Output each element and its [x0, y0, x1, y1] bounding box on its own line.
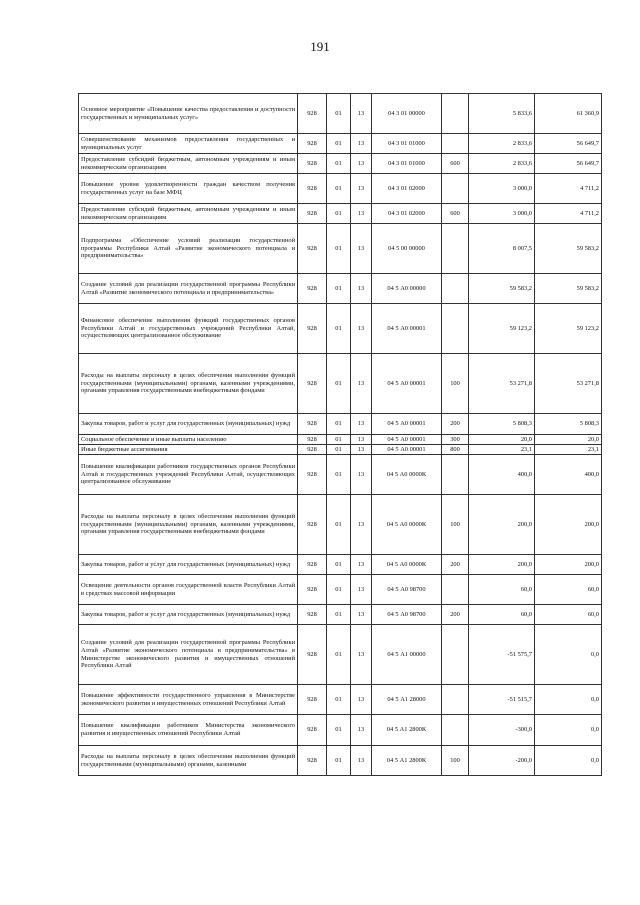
- amount-1: 20,0: [469, 435, 535, 445]
- amount-1: 3 000,0: [469, 204, 535, 224]
- section-code: 01: [327, 154, 351, 174]
- row-name: Расходы на выплаты персоналу в целях обеспечения выполнения функций государственными (муниципальными) органами, казенными: [79, 746, 298, 776]
- subsection-code: 13: [351, 495, 372, 555]
- table-row: [79, 414, 602, 435]
- section-code: 01: [327, 94, 351, 134]
- subsection-code: 13: [351, 605, 372, 625]
- amount-2: 4 711,2: [535, 204, 602, 224]
- table-row: [79, 445, 602, 455]
- target-article-code: 04 3 01 01000: [372, 154, 442, 174]
- target-article-code: 04 3 01 02000: [372, 204, 442, 224]
- amount-2: 60,0: [535, 575, 602, 605]
- table-row: [79, 495, 602, 555]
- section-code: 01: [327, 445, 351, 455]
- section-code: 01: [327, 746, 351, 776]
- target-article-code: 04 5 А0 00001: [372, 435, 442, 445]
- amount-1: 2 833,6: [469, 154, 535, 174]
- subsection-code: 13: [351, 224, 372, 274]
- table-row: [79, 605, 602, 625]
- section-code: 01: [327, 224, 351, 274]
- subsection-code: 13: [351, 435, 372, 445]
- table-row: [79, 555, 602, 575]
- row-name: Освещение деятельности органов государственной власти Республики Алтай в средствах массовой информации: [79, 575, 298, 605]
- table-row: [79, 154, 602, 174]
- section-code: 01: [327, 715, 351, 746]
- target-article-code: 04 5 А0 0000К: [372, 495, 442, 555]
- amount-1: 5 833,6: [469, 94, 535, 134]
- amount-2: 23,1: [535, 445, 602, 455]
- amount-1: 200,0: [469, 495, 535, 555]
- row-name: Закупка товаров, работ и услуг для государственных (муниципальных) нужд: [79, 555, 298, 575]
- target-article-code: 04 5 А0 00001: [372, 304, 442, 354]
- expense-type-code: 600: [442, 154, 469, 174]
- grbs-code: 928: [298, 224, 327, 274]
- subsection-code: 13: [351, 414, 372, 435]
- subsection-code: 13: [351, 746, 372, 776]
- subsection-code: 13: [351, 174, 372, 204]
- amount-2: 0,0: [535, 715, 602, 746]
- expense-type-code: [442, 685, 469, 715]
- grbs-code: 928: [298, 605, 327, 625]
- section-code: 01: [327, 625, 351, 685]
- amount-1: -300,0: [469, 715, 535, 746]
- target-article-code: 04 5 А0 00001: [372, 354, 442, 414]
- row-name: Повышение квалификации работников Министерства экономического развития и имущественных отношений Республики Алтай: [79, 715, 298, 746]
- section-code: 01: [327, 274, 351, 304]
- grbs-code: 928: [298, 274, 327, 304]
- table-row: [79, 354, 602, 414]
- section-code: 01: [327, 204, 351, 224]
- expense-type-code: [442, 575, 469, 605]
- subsection-code: 13: [351, 455, 372, 495]
- subsection-code: 13: [351, 685, 372, 715]
- row-name: Создание условий для реализации государственной программы Республики Алтай «Развитие экономического потенциала и предпринимательства»: [79, 274, 298, 304]
- amount-2: 56 649,7: [535, 154, 602, 174]
- table-row: [79, 134, 602, 154]
- row-name: Создание условий для реализации государственной программы Республики Алтай «Развитие экономического потенциала и предпринимательства» в Министерстве экономического развития и имущественных отношений Республики Алтай: [79, 625, 298, 685]
- amount-2: 59 583,2: [535, 274, 602, 304]
- grbs-code: 928: [298, 304, 327, 354]
- amount-1: 60,0: [469, 605, 535, 625]
- table-row: [79, 625, 602, 685]
- row-name: Предоставление субсидий бюджетным, автономным учреждениям и иным некоммерческим организациям: [79, 204, 298, 224]
- section-code: 01: [327, 354, 351, 414]
- amount-1: -51 515,7: [469, 685, 535, 715]
- amount-1: 53 271,8: [469, 354, 535, 414]
- row-name: Иные бюджетные ассигнования: [79, 445, 298, 455]
- section-code: 01: [327, 174, 351, 204]
- target-article-code: 04 5 А0 0000К: [372, 455, 442, 495]
- target-article-code: 04 5 А1 2800К: [372, 746, 442, 776]
- section-code: 01: [327, 575, 351, 605]
- table-row: [79, 204, 602, 224]
- target-article-code: 04 3 01 00000: [372, 94, 442, 134]
- amount-1: 60,0: [469, 575, 535, 605]
- grbs-code: 928: [298, 555, 327, 575]
- row-name: Закупка товаров, работ и услуг для государственных (муниципальных) нужд: [79, 605, 298, 625]
- amount-1: 59 123,2: [469, 304, 535, 354]
- amount-2: 60,0: [535, 605, 602, 625]
- grbs-code: 928: [298, 414, 327, 435]
- subsection-code: 13: [351, 154, 372, 174]
- table-body: [79, 94, 602, 776]
- target-article-code: 04 5 А1 2800К: [372, 715, 442, 746]
- expense-type-code: [442, 174, 469, 204]
- amount-1: 59 583,2: [469, 274, 535, 304]
- amount-2: 61 360,9: [535, 94, 602, 134]
- grbs-code: 928: [298, 154, 327, 174]
- grbs-code: 928: [298, 134, 327, 154]
- grbs-code: 928: [298, 354, 327, 414]
- amount-2: 5 808,3: [535, 414, 602, 435]
- grbs-code: 928: [298, 435, 327, 445]
- section-code: 01: [327, 555, 351, 575]
- grbs-code: 928: [298, 746, 327, 776]
- amount-1: 2 833,6: [469, 134, 535, 154]
- amount-2: 0,0: [535, 625, 602, 685]
- amount-1: 23,1: [469, 445, 535, 455]
- target-article-code: 04 5 А0 98700: [372, 605, 442, 625]
- page-number: 191: [310, 39, 330, 54]
- grbs-code: 928: [298, 174, 327, 204]
- section-code: 01: [327, 304, 351, 354]
- expense-type-code: [442, 455, 469, 495]
- amount-2: 200,0: [535, 555, 602, 575]
- amount-2: 56 649,7: [535, 134, 602, 154]
- section-code: 01: [327, 134, 351, 154]
- subsection-code: 13: [351, 94, 372, 134]
- section-code: 01: [327, 455, 351, 495]
- expense-type-code: [442, 94, 469, 134]
- budget-table: [78, 93, 602, 776]
- target-article-code: 04 5 А1 28000: [372, 685, 442, 715]
- amount-1: -51 575,7: [469, 625, 535, 685]
- section-code: 01: [327, 435, 351, 445]
- target-article-code: 04 5 А0 0000К: [372, 555, 442, 575]
- expense-type-code: 100: [442, 495, 469, 555]
- expense-type-code: [442, 625, 469, 685]
- expense-type-code: 100: [442, 354, 469, 414]
- target-article-code: 04 5 А1 00000: [372, 625, 442, 685]
- expense-type-code: [442, 134, 469, 154]
- table-row: [79, 746, 602, 776]
- target-article-code: 04 3 01 01000: [372, 134, 442, 154]
- expense-type-code: 200: [442, 605, 469, 625]
- table-row: [79, 174, 602, 204]
- row-name: Социальное обеспечение и иные выплаты населению: [79, 435, 298, 445]
- row-name: Расходы на выплаты персоналу в целях обеспечения выполнения функций государственными (муниципальными) органами, казенными учреждениями, органами управления государственными внебюджетными фондами: [79, 354, 298, 414]
- expense-type-code: [442, 224, 469, 274]
- row-name: Закупка товаров, работ и услуг для государственных (муниципальных) нужд: [79, 414, 298, 435]
- expense-type-code: 300: [442, 435, 469, 445]
- target-article-code: 04 5 А0 00001: [372, 414, 442, 435]
- amount-1: 400,0: [469, 455, 535, 495]
- expense-type-code: 200: [442, 414, 469, 435]
- expense-type-code: [442, 715, 469, 746]
- subsection-code: 13: [351, 274, 372, 304]
- subsection-code: 13: [351, 134, 372, 154]
- table-row: [79, 455, 602, 495]
- row-name: Подпрограмма «Обеспечение условий реализации государственной программы Республики Алтай «Развитие экономического потенциала и предпринимательства»: [79, 224, 298, 274]
- amount-1: 8 007,5: [469, 224, 535, 274]
- amount-2: 0,0: [535, 685, 602, 715]
- amount-2: 200,0: [535, 495, 602, 555]
- grbs-code: 928: [298, 685, 327, 715]
- subsection-code: 13: [351, 575, 372, 605]
- row-name: Расходы на выплаты персоналу в целях обеспечения выполнения функций государственными (муниципальными) органами, казенными учреждениями, органами управления государственными внебюджетными фондами: [79, 495, 298, 555]
- subsection-code: 13: [351, 304, 372, 354]
- table-row: [79, 715, 602, 746]
- amount-1: 3 000,0: [469, 174, 535, 204]
- subsection-code: 13: [351, 555, 372, 575]
- amount-2: 4 711,2: [535, 174, 602, 204]
- row-name: Финансовое обеспечение выполнения функций государственных органов Республики Алтай и государственных учреждений Республики Алтай, осуществляющих централизованное обслуживание: [79, 304, 298, 354]
- amount-2: 400,0: [535, 455, 602, 495]
- section-code: 01: [327, 495, 351, 555]
- subsection-code: 13: [351, 445, 372, 455]
- subsection-code: 13: [351, 204, 372, 224]
- subsection-code: 13: [351, 715, 372, 746]
- expense-type-code: 100: [442, 746, 469, 776]
- expense-type-code: 800: [442, 445, 469, 455]
- amount-1: 5 808,3: [469, 414, 535, 435]
- expense-type-code: 600: [442, 204, 469, 224]
- target-article-code: 04 5 А0 00001: [372, 445, 442, 455]
- row-name: Основное мероприятие «Повышение качества предоставления и доступности государственных и муниципальных услуг»: [79, 94, 298, 134]
- row-name: Повышение квалификации работников государственных органов Республики Алтай и государственных учреждений Республики Алтай, осуществляющих централизованное обслуживание: [79, 455, 298, 495]
- table-row: [79, 274, 602, 304]
- grbs-code: 928: [298, 445, 327, 455]
- target-article-code: 04 3 01 02000: [372, 174, 442, 204]
- row-name: Предоставление субсидий бюджетным, автономным учреждениям и иным некоммерческим организациям: [79, 154, 298, 174]
- target-article-code: 04 5 00 00000: [372, 224, 442, 274]
- expense-type-code: [442, 304, 469, 354]
- grbs-code: 928: [298, 715, 327, 746]
- grbs-code: 928: [298, 94, 327, 134]
- table-row: [79, 685, 602, 715]
- grbs-code: 928: [298, 204, 327, 224]
- row-name: Повышение эффективности государственного управления в Министерстве экономического развития и имущественных отношений Республики Алтай: [79, 685, 298, 715]
- row-name: Совершенствование механизмов предоставления государственных и муниципальных услуг: [79, 134, 298, 154]
- grbs-code: 928: [298, 625, 327, 685]
- amount-1: 200,0: [469, 555, 535, 575]
- amount-2: 0,0: [535, 746, 602, 776]
- amount-2: 59 123,2: [535, 304, 602, 354]
- subsection-code: 13: [351, 625, 372, 685]
- target-article-code: 04 5 А0 98700: [372, 575, 442, 605]
- amount-2: 59 583,2: [535, 224, 602, 274]
- amount-1: -200,0: [469, 746, 535, 776]
- table-row: [79, 435, 602, 445]
- expense-type-code: 200: [442, 555, 469, 575]
- subsection-code: 13: [351, 354, 372, 414]
- grbs-code: 928: [298, 455, 327, 495]
- target-article-code: 04 5 А0 00000: [372, 274, 442, 304]
- table-row: [79, 575, 602, 605]
- grbs-code: 928: [298, 495, 327, 555]
- table-row: [79, 224, 602, 274]
- grbs-code: 928: [298, 575, 327, 605]
- section-code: 01: [327, 414, 351, 435]
- table-row: [79, 304, 602, 354]
- row-name: Повышение уровня удовлетворенности граждан качеством получения государственных услуг на базе МФЦ: [79, 174, 298, 204]
- expense-type-code: [442, 274, 469, 304]
- section-code: 01: [327, 685, 351, 715]
- table-row: [79, 94, 602, 134]
- amount-2: 20,0: [535, 435, 602, 445]
- section-code: 01: [327, 605, 351, 625]
- amount-2: 53 271,8: [535, 354, 602, 414]
